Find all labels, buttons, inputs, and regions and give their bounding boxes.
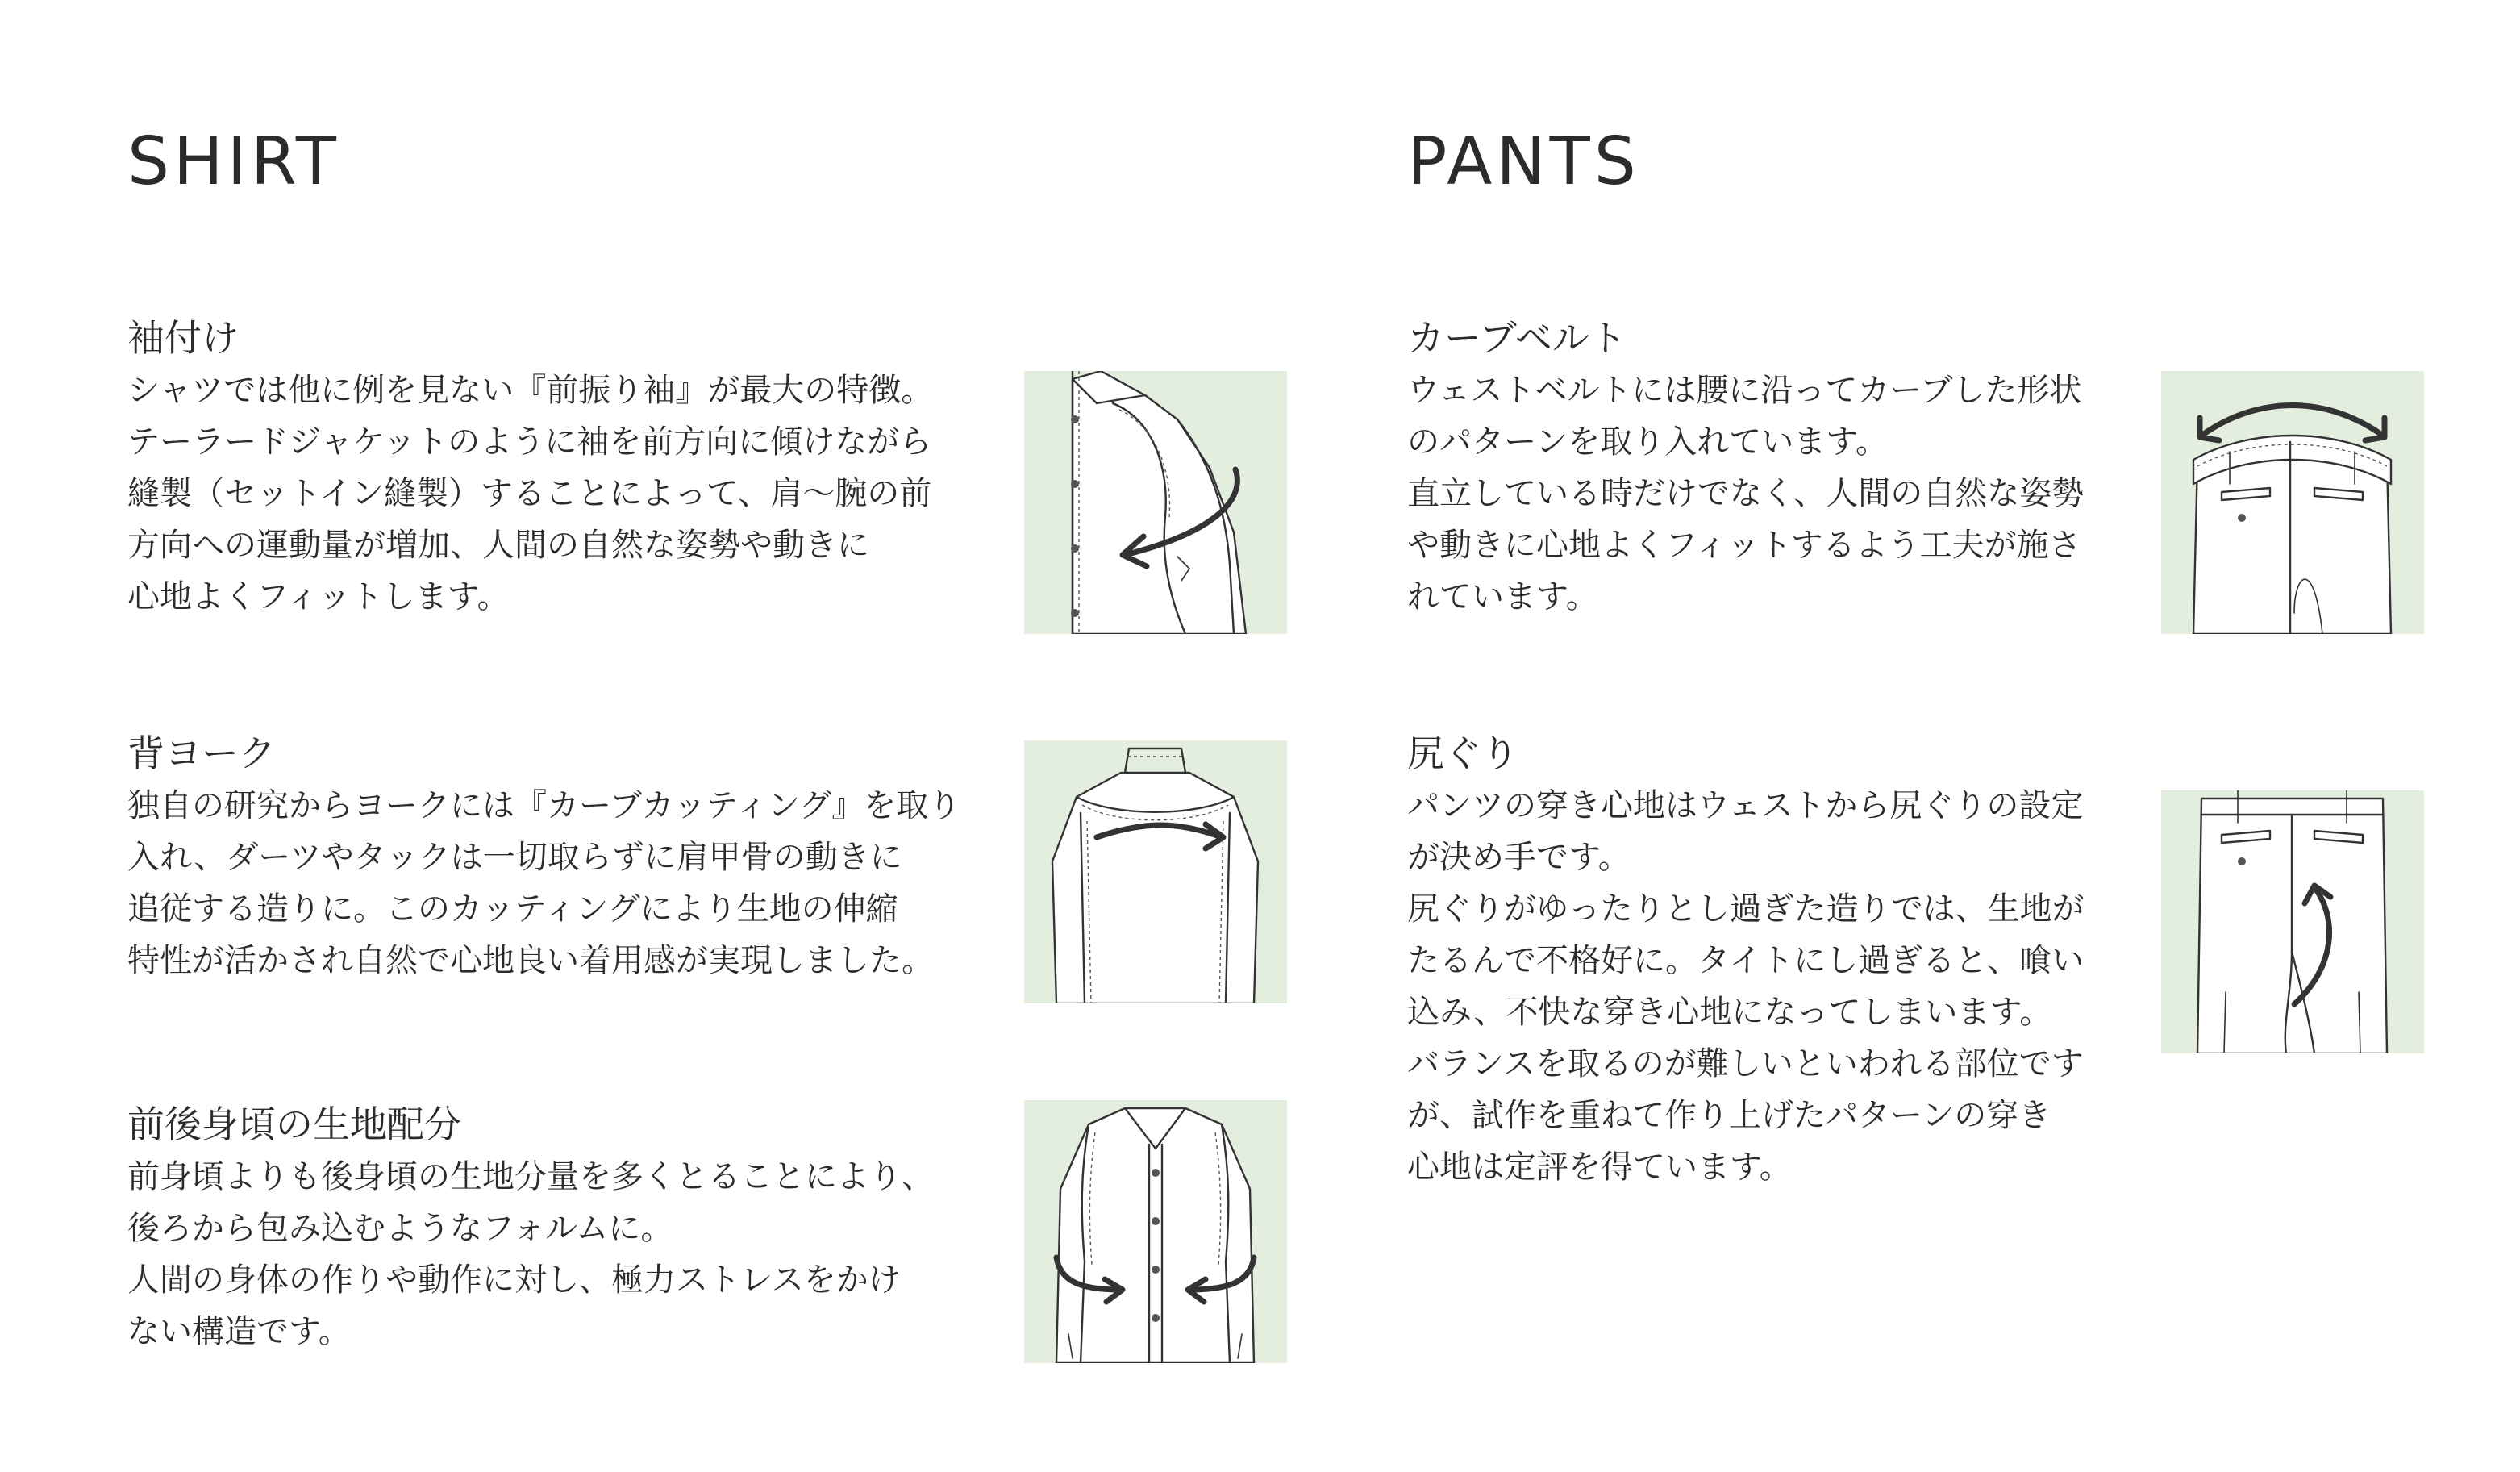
section-heading: 尻ぐり	[1407, 732, 1518, 775]
pants-curve-belt-illustration	[2161, 371, 2424, 634]
shirt-section-sleeve	[127, 315, 933, 623]
body-line: 直立している時だけでなく、人間の自然な姿勢	[1407, 474, 2085, 512]
section-body	[1407, 365, 2084, 623]
shirt-back-yoke-drawing	[1024, 740, 1287, 1003]
section-body	[127, 1151, 934, 1357]
shirt-front-body-illustration	[1024, 1100, 1287, 1363]
body-line: 独自の研究からヨークには『カーブカッティング』を取り	[127, 786, 961, 824]
section-heading: カーブベルト	[1407, 316, 1627, 360]
section-body	[127, 780, 960, 986]
shirt-section-back-yoke	[127, 730, 960, 986]
body-line: 前身頃よりも後身頃の生地分量を多くとることにより、	[127, 1157, 934, 1195]
body-line: 込み、不快な穿き心地になってしまいます。	[1407, 993, 2052, 1031]
body-line: シャツでは他に例を見ない『前振り袖』が最大の特徴。	[127, 371, 934, 409]
shirt-sleeve-illustration	[1024, 371, 1287, 634]
body-line: 縫製（セットイン縫製）することによって、肩〜腕の前	[127, 474, 932, 512]
body-line: 後ろから包み込むようなフォルムに。	[127, 1209, 673, 1247]
body-line: れています。	[1407, 578, 1598, 615]
body-line: 人間の身体の作りや動作に対し、極力ストレスをかけ	[127, 1261, 901, 1299]
pants-curve-belt-drawing	[2161, 371, 2424, 634]
body-line: 尻ぐりがゆったりとし過ぎた造りでは、生地が	[1407, 890, 2085, 928]
pants-seat-curve-drawing	[2161, 790, 2424, 1053]
body-line: が、試作を重ねて作り上げたパターンの穿き	[1407, 1096, 2051, 1134]
section-body	[1407, 780, 2085, 1193]
body-line: や動きに心地よくフィットするよう工夫が施さ	[1407, 526, 2081, 564]
body-line: 心地よくフィットします。	[127, 578, 510, 615]
section-heading: 背ヨーク	[127, 732, 276, 775]
section-heading: 袖付け	[127, 316, 239, 360]
body-line: パンツの穿き心地はウェストから尻ぐりの設定	[1407, 786, 2084, 824]
shirt-back-yoke-illustration	[1024, 740, 1287, 1003]
pants-section-seat-curve	[1407, 730, 2085, 1193]
body-line: ウェストベルトには腰に沿ってカーブした形状	[1407, 371, 2082, 409]
section-body	[127, 365, 933, 623]
shirt-front-body-drawing	[1024, 1100, 1287, 1363]
shirt-section-body-balance	[127, 1101, 934, 1357]
shirt-title: SHIRT	[127, 123, 340, 200]
body-line: 特性が活かされ自然で心地良い着用感が実現しました。	[127, 941, 934, 979]
body-line: ない構造です。	[127, 1312, 351, 1350]
body-line: のパターンを取り入れています。	[1407, 423, 1888, 461]
body-line: 追従する造りに。このカッティングにより生地の伸縮	[127, 890, 898, 928]
body-line: テーラードジャケットのように袖を前方向に傾けながら	[127, 423, 932, 461]
section-heading: 前後身頃の生地配分	[127, 1103, 461, 1146]
pants-section-curve-belt	[1407, 315, 2084, 623]
pants-seat-curve-illustration	[2161, 790, 2424, 1053]
body-line: バランスを取るのが難しいといわれる部位です	[1407, 1045, 2084, 1082]
pants-title: PANTS	[1407, 123, 1640, 200]
body-line: 方向への運動量が増加、人間の自然な姿勢や動きに	[127, 526, 869, 564]
body-line: が決め手です。	[1407, 838, 1631, 876]
shirt-sleeve-drawing	[1024, 371, 1287, 634]
body-line: 入れ、ダーツやタックは一切取らずに肩甲骨の動きに	[127, 838, 902, 876]
body-line: 心地は定評を得ています。	[1407, 1148, 1792, 1186]
body-line: たるんで不格好に。タイトにし過ぎると、喰い	[1407, 941, 2085, 979]
